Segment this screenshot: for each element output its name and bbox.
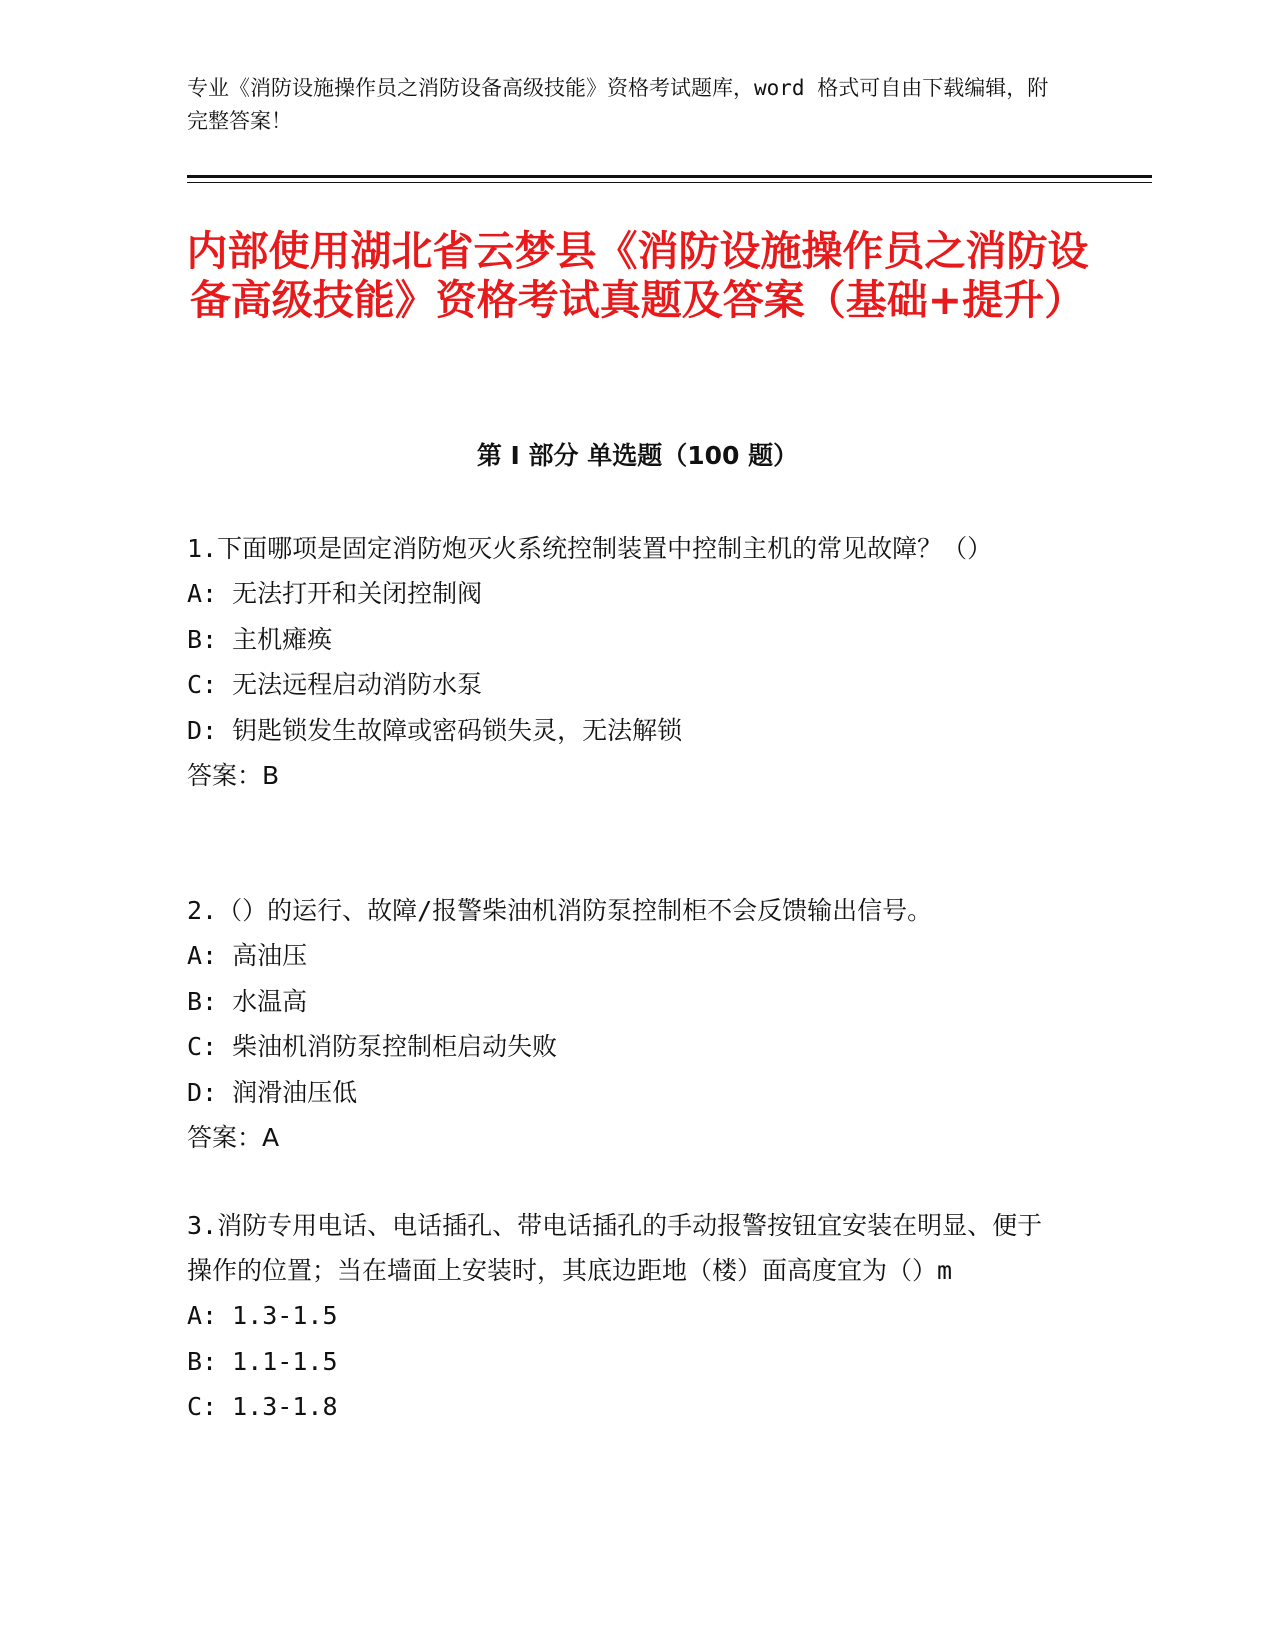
question-stem: 1.下面哪项是固定消防炮灭火系统控制装置中控制主机的常见故障？（） [187,534,993,563]
option-c: C: 1.3-1.8 [187,1392,338,1421]
option-c: C: 柴油机消防泵控制柜启动失败 [187,1032,558,1061]
header-note: 专业《消防设施操作员之消防设备高级技能》资格考试题库，word 格式可自由下载编辑，附完整答案！ [187,76,1049,133]
option-a: A: 高油压 [187,941,308,970]
section-heading: 第 I 部分 单选题（100 题） [476,441,799,470]
header-rule-thin [187,182,1152,183]
question-2 [187,888,1067,1160]
header-rule-thick [187,175,1152,178]
question-stem: 3.消防专用电话、电话插孔、带电话插孔的手动报警按钮宜安装在明显、便于操作的位置；当在墙面上安装时，其底边距地（楼）面高度宜为（）m [187,1211,1043,1285]
option-b: B: 主机瘫痪 [187,624,333,654]
question-3 [187,1203,1067,1430]
option-a: A: 无法打开和关闭控制阀 [187,579,483,608]
question-stem: 2.（）的运行、故障/报警柴油机消防泵控制柜不会反馈输出信号。 [187,896,933,925]
option-c: C: 无法远程启动消防水泵 [187,670,483,699]
question-1 [187,526,1067,798]
option-a: A: 1.3-1.5 [187,1301,338,1330]
document-title: 内部使用湖北省云梦县《消防设施操作员之消防设备高级技能》资格考试真题及答案（基础+提升） [186,227,1089,324]
option-b: B: 水温高 [187,986,308,1016]
option-b: B: 1.1-1.5 [187,1346,338,1376]
answer: 答案：B [187,761,280,790]
option-d: D: 钥匙锁发生故障或密码锁失灵，无法解锁 [187,715,683,745]
option-d: D: 润滑油压低 [187,1077,358,1107]
answer: 答案：A [187,1123,280,1152]
